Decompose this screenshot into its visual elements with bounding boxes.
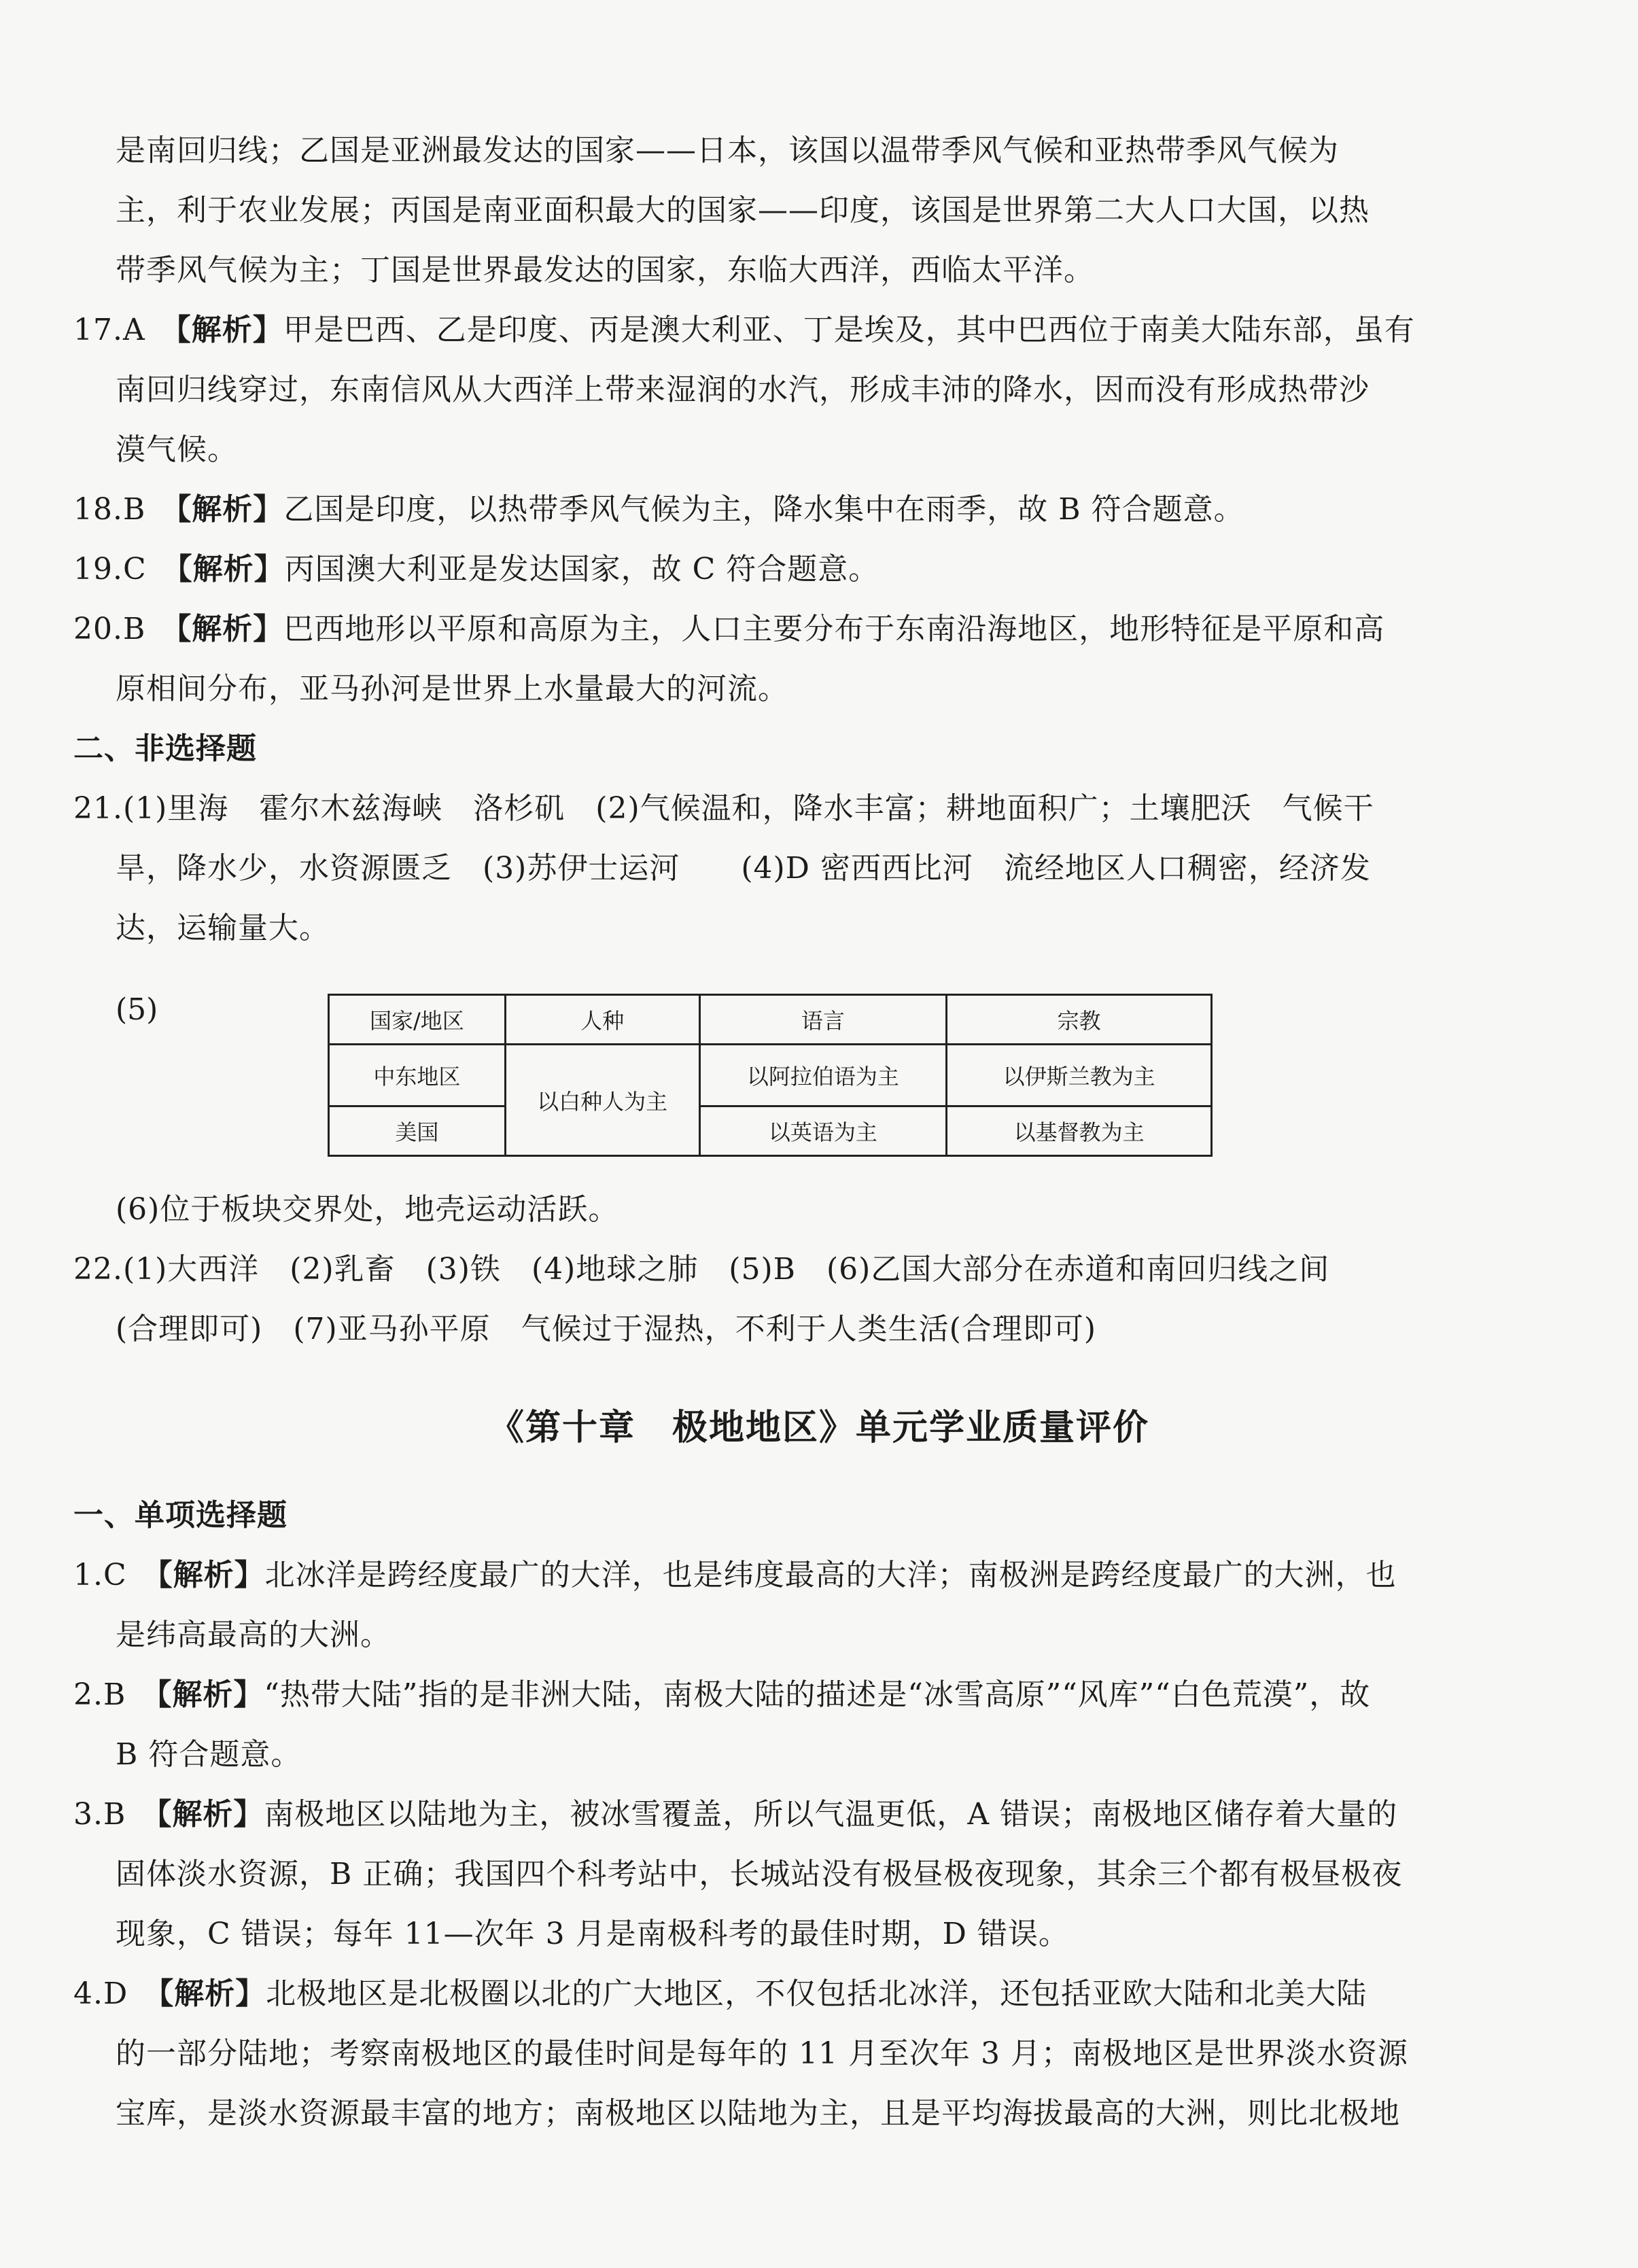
analysis-tag: 【解析】: [175, 313, 283, 347]
answer-text: 现象，C 错误；每年 11—次年 3 月是南极科考的最佳时期，D 错误。: [116, 1917, 1069, 1951]
answer-text: (合理即可) (7)亚马孙平原 气候过于湿热，不利于人类生活(合理即可): [116, 1312, 1096, 1346]
answer-item-19: [73, 540, 1426, 599]
answer-number: 1.C: [73, 1558, 127, 1592]
answer-item-18: [73, 480, 1426, 540]
answer-text: 21.(1)里海 霍尔木兹海峡 洛杉矶 (2)气候温和，降水丰富；耕地面积广；土壤肥沃 气候干: [73, 791, 1374, 826]
answer-text: 宝库，是淡水资源最丰富的地方；南极地区以陆地为主，且是平均海拔最高的大洲，则比北极地: [116, 2096, 1400, 2131]
answers-21-22: [73, 1180, 1426, 1359]
answer-text: 北冰洋是跨经度最广的大洋，也是纬度最高的大洋；南极洲是跨经度最广的大洲，也: [264, 1558, 1397, 1592]
answer-text: 乙国是印度，以热带季风气候为主，降水集中在雨季，故 B 符合题意。: [283, 492, 1244, 527]
answer-number: 19.C: [73, 552, 147, 587]
answer-text: 甲是巴西、乙是印度、丙是澳大利亚、丁是埃及，其中巴西位于南美大陆东部，虽有: [283, 313, 1415, 347]
answer-item-20: [73, 599, 1426, 719]
table-header-cell: 国家/地区: [329, 995, 506, 1045]
answer-text: (6)位于板块交界处，地壳运动活跃。: [116, 1192, 619, 1227]
table-row: [329, 1045, 1212, 1106]
answer-text: 漠气候。: [116, 432, 238, 467]
analysis-tag: 【解析】: [176, 612, 284, 646]
answer-text: 北极地区是北极圈以北的广大地区，不仅包括北冰洋，还包括亚欧大陆和北美大陆: [266, 1976, 1367, 2011]
analysis-tag: 【解析】: [177, 552, 285, 587]
table-cell: 以阿拉伯语为主: [699, 1045, 947, 1106]
answer-item-22: [73, 1240, 1426, 1359]
answer-text: B 符合题意。: [116, 1737, 302, 1772]
table-cell: 美国: [329, 1106, 506, 1156]
continuation-line: 是南回归线；乙国是亚洲最发达的国家——日本，该国以温带季风气候和亚热带季风气候为: [116, 133, 1339, 168]
table-header-cell: 人种: [505, 995, 699, 1045]
answer-item-4: [73, 1964, 1426, 2144]
answer-item-17: [73, 300, 1426, 480]
answer-item-2: [73, 1665, 1426, 1785]
answer-text: 巴西地形以平原和高原为主，人口主要分布于东南沿海地区，地形特征是平原和高: [283, 612, 1385, 646]
analysis-tag: 【解析】: [156, 1677, 264, 1712]
answer-number: 4.D: [73, 1976, 128, 2011]
answer-number: 2.B: [73, 1677, 126, 1712]
table-cell: 中东地区: [329, 1045, 506, 1106]
table-cell: 以基督教为主: [947, 1106, 1212, 1156]
top-answers: [73, 121, 1426, 958]
analysis-tag: 【解析】: [176, 492, 284, 527]
continuation-line: 带季风气候为主；丁国是世界最发达的国家，东临大西洋，西临太平洋。: [116, 253, 1094, 287]
answer-text: “热带大陆”指的是非洲大陆，南极大陆的描述是“冰雪高原”“风库”“白色荒漠”，故: [264, 1677, 1371, 1712]
answer-number: 18.B: [73, 492, 146, 527]
table-row: [329, 1106, 1212, 1156]
answer-text: 旱，降水少，水资源匮乏 (3)苏伊士运河 (4)D 密西西比河 流经地区人口稠密，经济发: [116, 851, 1371, 886]
culture-table: [328, 994, 1213, 1157]
answer-number: 17.A: [73, 313, 145, 347]
table-cell: 以白种人为主: [505, 1045, 699, 1156]
continuation-line: 主，利于农业发展；丙国是南亚面积最大的国家——印度，该国是世界第二大人口大国，以热: [116, 193, 1370, 228]
analysis-tag: 【解析】: [156, 1797, 264, 1832]
answer-text: 达，运输量大。: [116, 911, 330, 945]
answer-item-1: [73, 1546, 1426, 1665]
answer-text: 固体淡水资源，B 正确；我国四个科考站中，长城站没有极昼极夜现象，其余三个都有极昼极夜: [116, 1857, 1403, 1891]
table-header-row: [329, 995, 1212, 1045]
section-heading-nonchoice: 二、非选择题: [73, 731, 257, 766]
table-header-cell: 语言: [699, 995, 947, 1045]
table-header-cell: 宗教: [947, 995, 1212, 1045]
answer-number: 20.B: [73, 612, 146, 646]
answer-number: 3.B: [73, 1797, 126, 1832]
answer-text: 是纬高最高的大洲。: [116, 1618, 391, 1652]
answer-text: 南回归线穿过，东南信风从大西洋上带来湿润的水汽，形成丰沛的降水，因而没有形成热带沙: [116, 372, 1370, 407]
answer-text: 原相间分布，亚马孙河是世界上水量最大的河流。: [116, 671, 788, 706]
answer-text: 丙国澳大利亚是发达国家，故 C 符合题意。: [284, 552, 879, 587]
answer-text: 22.(1)大西洋 (2)乳畜 (3)铁 (4)地球之肺 (5)B (6)乙国大部分在赤道和南回归线之间: [73, 1252, 1330, 1287]
q21-item5-label: (5): [116, 992, 158, 1027]
answer-text: 的一部分陆地；考察南极地区的最佳时间是每年的 11 月至次年 3 月；南极地区是世界淡水资源: [116, 2036, 1408, 2071]
table-cell: 以英语为主: [699, 1106, 947, 1156]
answer-item-3: [73, 1785, 1426, 1964]
answer-text: 南极地区以陆地为主，被冰雪覆盖，所以气温更低，A 错误；南极地区储存着大量的: [264, 1797, 1398, 1832]
chapter-title: 《第十章 极地地区》单元学业质量评价: [488, 1408, 1149, 1448]
section-heading-choice: 一、单项选择题: [73, 1498, 287, 1533]
bottom-answers: [73, 1486, 1426, 2144]
table-cell: 以伊斯兰教为主: [947, 1045, 1212, 1106]
analysis-tag: 【解析】: [157, 1558, 265, 1592]
answer-item-21: [73, 779, 1426, 958]
analysis-tag: 【解析】: [158, 1976, 266, 2011]
